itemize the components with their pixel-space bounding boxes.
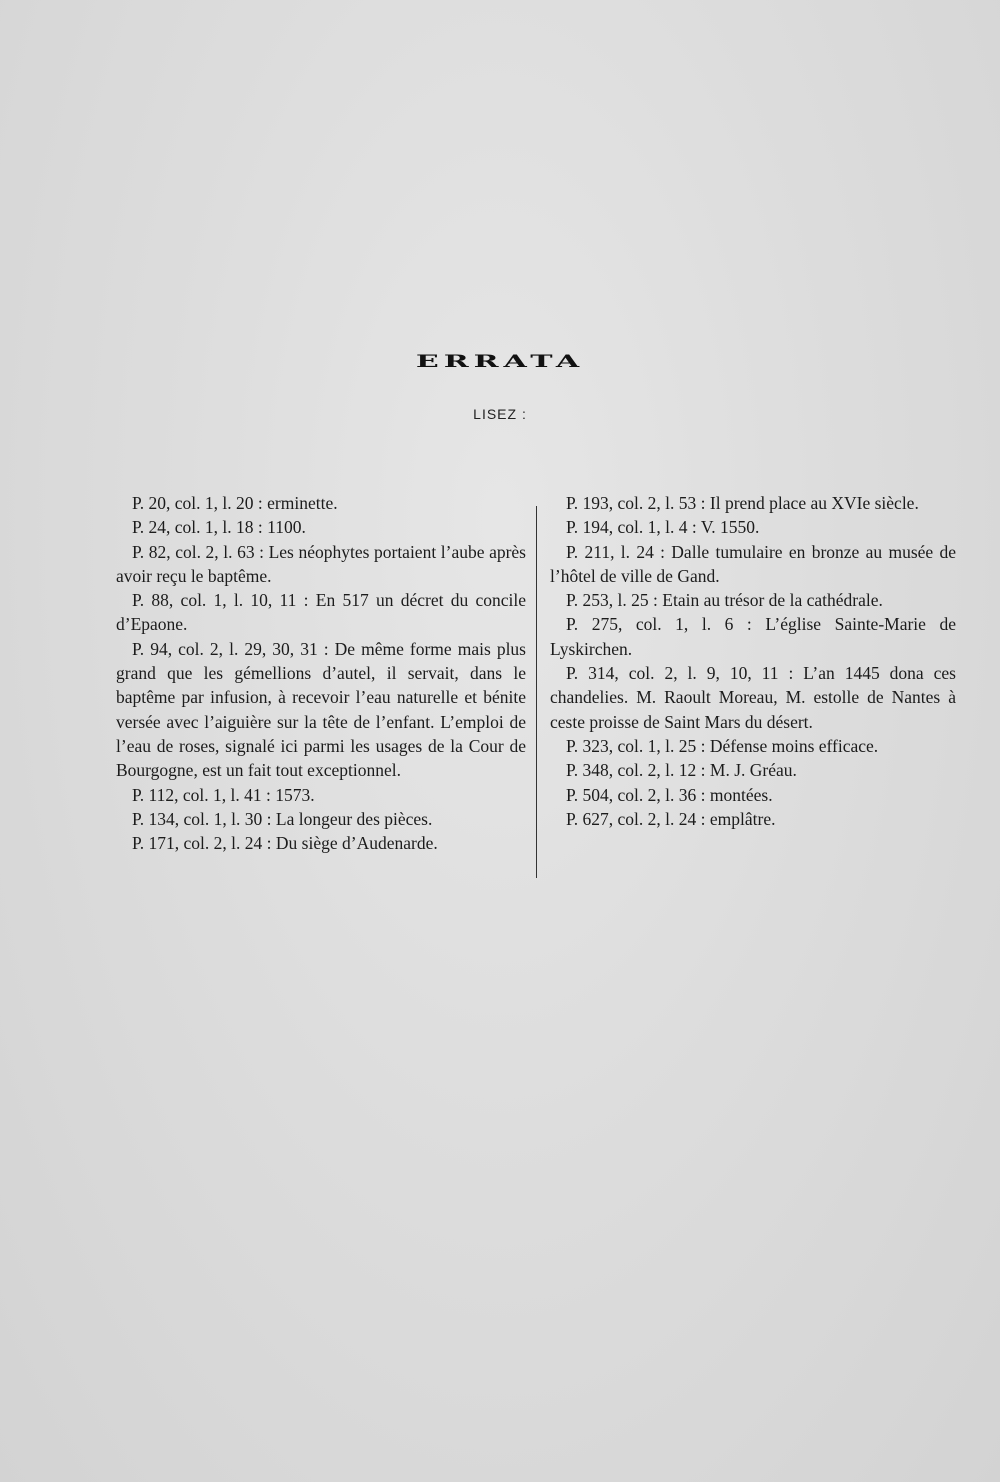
errata-left-column <box>116 491 526 855</box>
page-subtitle: LISEZ : <box>473 406 527 422</box>
errata-right-column <box>550 491 956 831</box>
errata-entry: P. 194, col. 1, l. 4 : V. 1550. <box>566 517 760 538</box>
errata-entry: P. 94, col. 2, l. 29, 30, 31 : De même forme mais plus grand que les gémellions d’autel, il servait, dans le baptême par infusion, à recevoir l’eau naturelle et bénite versée avec l’aiguière sur la tête de l’enfant. L’emploi de l’eau de roses, signalé ici parmi les usages de la Cour de Bourgogne, est un fait tout exceptionnel. <box>116 638 526 781</box>
errata-entry: P. 627, col. 2, l. 24 : emplâtre. <box>566 808 776 829</box>
errata-entry: P. 504, col. 2, l. 36 : montées. <box>566 784 773 805</box>
errata-entry: P. 323, col. 1, l. 25 : Défense moins efficace. <box>566 735 879 756</box>
errata-entry: P. 88, col. 1, l. 10, 11 : En 517 un décret du concile d’Epaone. <box>116 590 526 635</box>
errata-entry: P. 171, col. 2, l. 24 : Du siège d’Audenarde. <box>132 833 438 854</box>
errata-entry: P. 24, col. 1, l. 18 : 1100. <box>132 517 306 538</box>
errata-entry: P. 82, col. 2, l. 63 : Les néophytes portaient l’aube après avoir reçu le baptême. <box>116 541 526 586</box>
errata-entry: P. 253, l. 25 : Etain au trésor de la cathédrale. <box>566 590 883 611</box>
errata-entry: P. 193, col. 2, l. 53 : Il prend place au XVIe siècle. <box>566 493 919 513</box>
errata-entry: P. 211, l. 24 : Dalle tumulaire en bronze au musée de l’hôtel de ville de Gand. <box>550 541 956 586</box>
page-title: ERRATA <box>415 352 585 372</box>
errata-entry: P. 314, col. 2, l. 9, 10, 11 : L’an 1445 dona ces chandelies. M. Raoult Moreau, M. estolle de Nantes à ceste proisse de Saint Mars du désert. <box>550 663 956 732</box>
errata-entry: P. 275, col. 1, l. 6 : L’église Sainte-Marie de Lyskirchen. <box>550 614 956 659</box>
errata-entry: P. 112, col. 1, l. 41 : 1573. <box>132 784 315 805</box>
column-divider <box>536 506 537 878</box>
errata-entry: P. 20, col. 1, l. 20 : erminette. <box>132 493 338 513</box>
errata-entry: P. 348, col. 2, l. 12 : M. J. Gréau. <box>566 760 797 781</box>
errata-entry: P. 134, col. 1, l. 30 : La longeur des pièces. <box>132 808 433 829</box>
